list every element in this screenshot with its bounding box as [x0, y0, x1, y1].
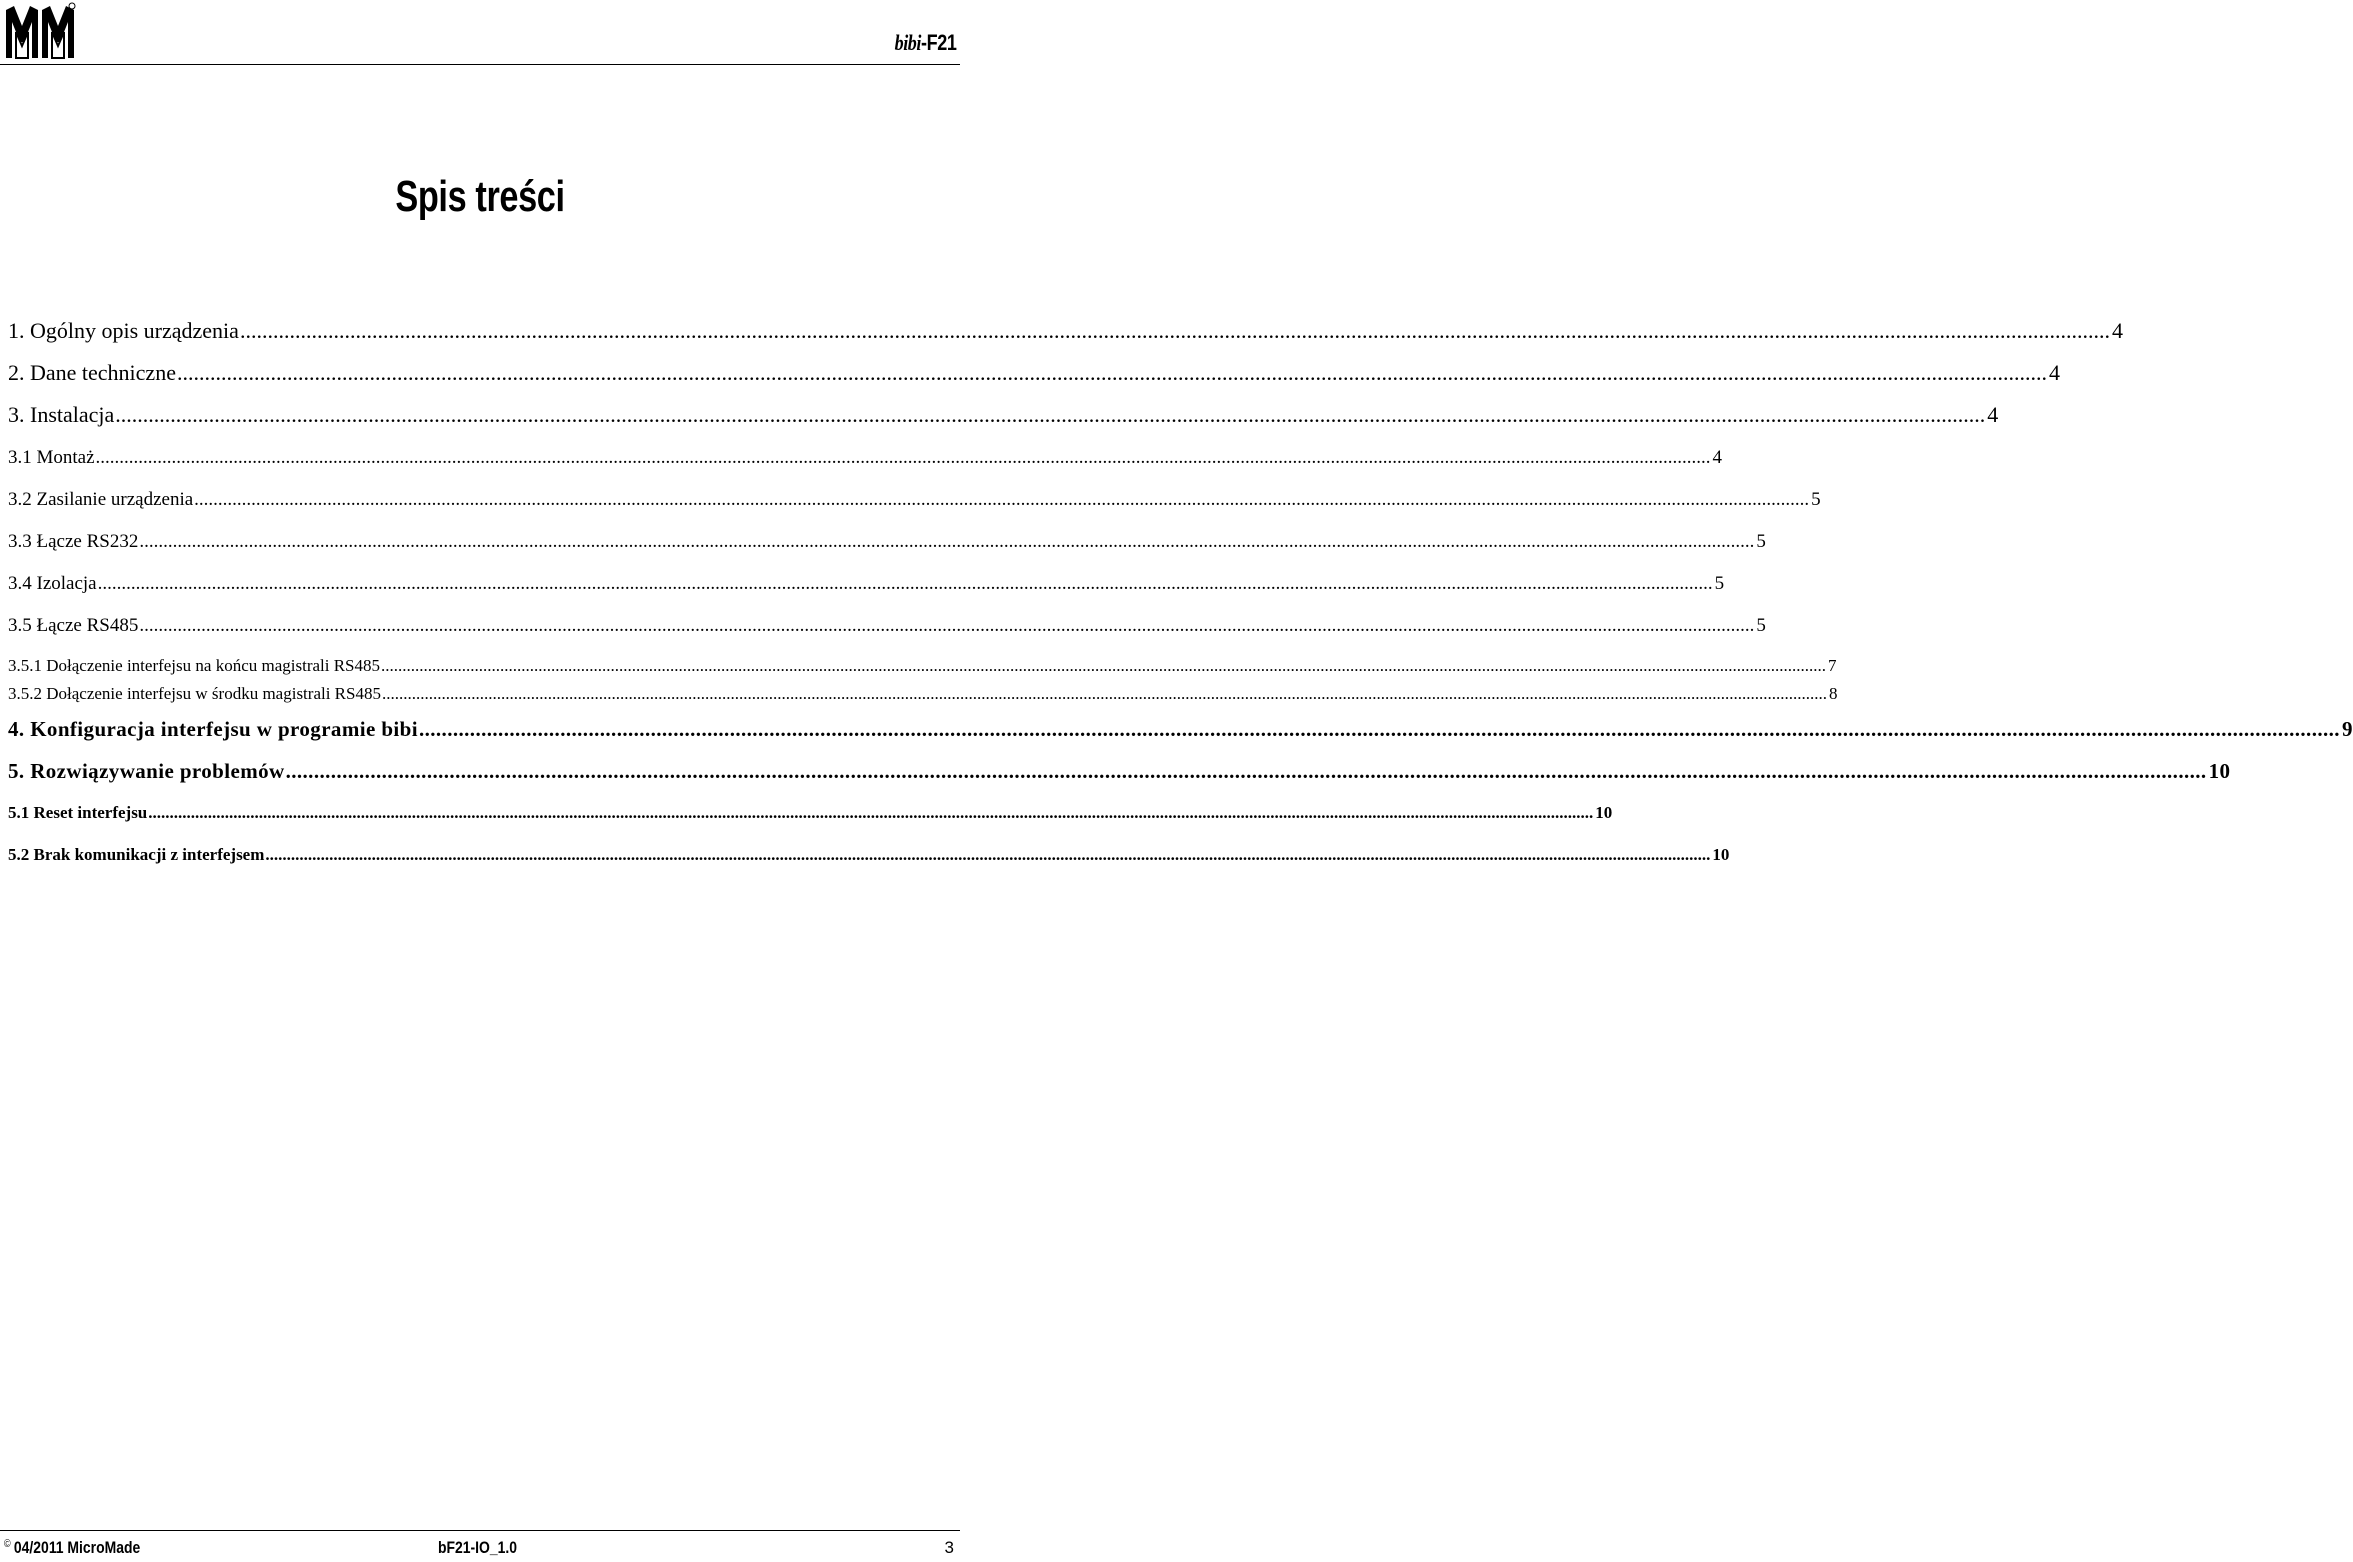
page-footer	[0, 1538, 960, 1560]
footer-divider	[0, 1530, 960, 1531]
toc-entry-label: 1. Ogólny opis urządzenia	[8, 318, 239, 343]
toc-dot-leader	[265, 845, 1710, 865]
toc-entry[interactable]	[8, 360, 2060, 386]
toc-dot-leader	[286, 759, 2207, 784]
toc-entry-page: 5	[1811, 489, 1821, 510]
toc-dot-leader	[177, 360, 2047, 386]
toc-entry-label: 5.1 Reset interfejsu	[8, 803, 148, 822]
toc-entry-label: 3.2 Zasilanie urządzenia	[8, 489, 194, 510]
toc-entry[interactable]	[8, 318, 2123, 344]
toc-dot-leader	[419, 717, 2340, 742]
toc-entry[interactable]	[8, 803, 1613, 823]
toc-entry-label: 3.3 Łącze RS232	[8, 531, 139, 552]
toc-dot-leader	[382, 684, 1827, 704]
toc-entry-label: 3.5.2 Dołączenie interfejsu w środku magistrali RS485	[8, 684, 381, 703]
toc-entry-page: 10	[2208, 759, 2231, 783]
footer-document-code: bF21-IO_1.0	[438, 1538, 518, 1557]
product-brand	[894, 30, 956, 56]
toc-dot-leader	[381, 656, 1826, 676]
toc-entry-page: 5	[1756, 531, 1766, 552]
toc-entry-page: 4	[2111, 318, 2123, 343]
toc-entry-page: 10	[1712, 845, 1730, 864]
toc-dot-leader	[194, 489, 1809, 511]
toc-entry[interactable]	[8, 759, 2231, 784]
page-title: Spis treści	[395, 172, 565, 221]
toc-dot-leader	[98, 573, 1713, 595]
toc-entry-label: 3. Instalacja	[8, 402, 115, 427]
header-divider	[0, 64, 960, 65]
copyright-symbol: ©	[4, 1538, 11, 1550]
toc-dot-leader	[139, 615, 1754, 637]
toc-dot-leader	[148, 803, 1593, 823]
toc-entry-page: 4	[1987, 402, 1999, 427]
toc-entry[interactable]	[8, 717, 2353, 742]
brand-suffix: -F21	[920, 30, 956, 55]
footer-left	[4, 1538, 140, 1558]
toc-entry[interactable]	[8, 615, 1766, 637]
toc-entry-page: 4	[1712, 447, 1723, 468]
micromade-logo-icon	[4, 2, 78, 60]
toc-entry[interactable]	[8, 845, 1730, 865]
footer-date-company: 04/2011 MicroMade	[13, 1538, 141, 1557]
toc-dot-leader	[115, 402, 1985, 428]
toc-entry-page: 10	[1595, 803, 1613, 822]
toc-dot-leader	[139, 531, 1754, 553]
toc-entry[interactable]	[8, 489, 1821, 511]
toc-entry[interactable]	[8, 684, 1838, 704]
toc-entry-page: 5	[1756, 615, 1766, 636]
toc-entry-page: 4	[2048, 360, 2060, 385]
toc-entry-label: 5. Rozwiązywanie problemów	[8, 759, 285, 783]
toc-entry-page: 9	[2341, 717, 2353, 741]
brand-prefix: bibi	[894, 30, 921, 55]
toc-entry-label: 3.4 Izolacja	[8, 573, 97, 594]
toc-dot-leader	[96, 447, 1711, 469]
toc-entry-label: 3.1 Montaż	[8, 447, 95, 468]
toc-entry-page: 7	[1828, 656, 1837, 675]
toc-entry-page: 8	[1828, 684, 1838, 703]
page-header	[0, 0, 960, 70]
toc-entry-label: 3.5 Łącze RS485	[8, 615, 139, 636]
footer-page-number: 3	[944, 1538, 954, 1557]
toc-entry[interactable]	[8, 447, 1723, 469]
toc-dot-leader	[240, 318, 2110, 344]
toc-entry-label: 3.5.1 Dołączenie interfejsu na końcu magistrali RS485	[8, 656, 381, 675]
toc-entry-page: 5	[1714, 573, 1725, 594]
toc-entry[interactable]	[8, 402, 1999, 428]
toc-entry[interactable]	[8, 531, 1766, 553]
toc-entry-label: 2. Dane techniczne	[8, 360, 176, 385]
toc-entry[interactable]	[8, 656, 1837, 676]
toc-entry-label: 4. Konfiguracja interfejsu w programie bibi	[8, 717, 418, 741]
toc-entry-label: 5.2 Brak komunikacji z interfejsem	[8, 845, 265, 864]
toc-entry[interactable]	[8, 573, 1725, 595]
